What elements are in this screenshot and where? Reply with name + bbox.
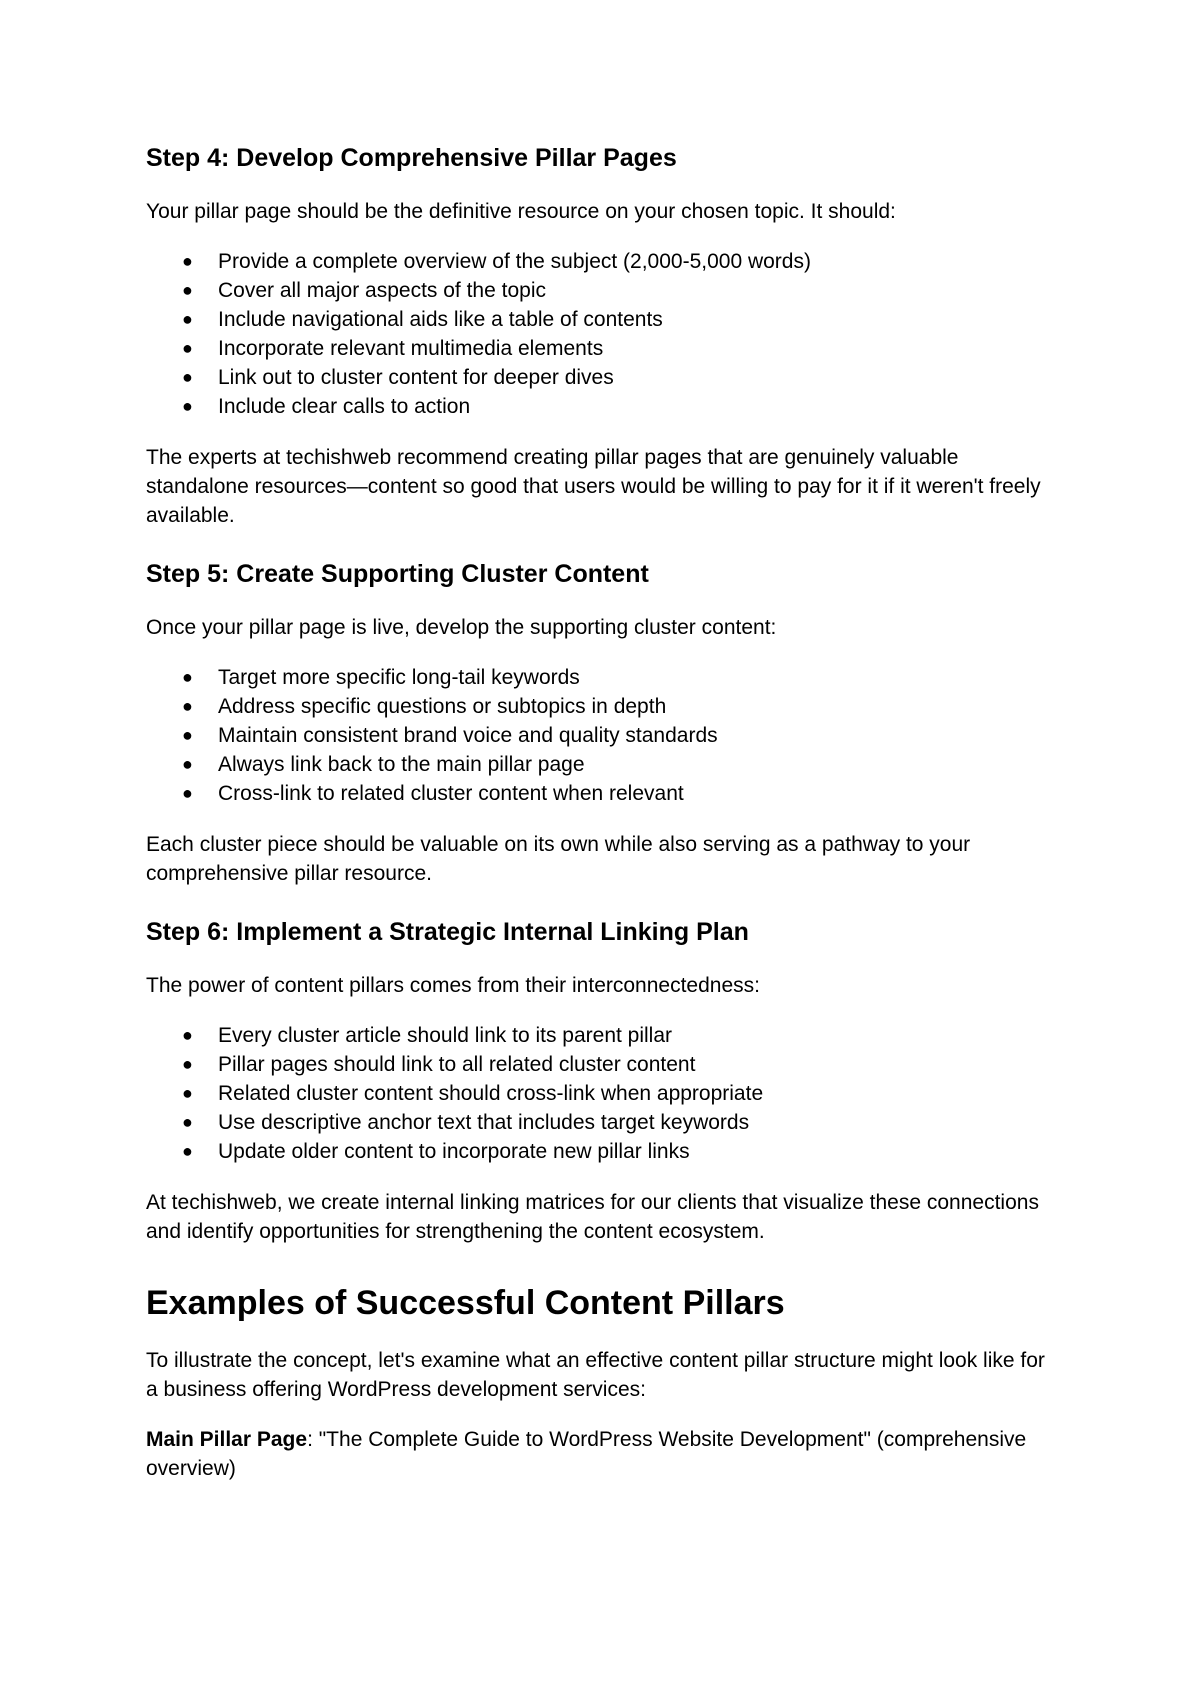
step-6-heading: Step 6: Implement a Strategic Internal Linking Plan [146, 918, 749, 946]
bullet-icon: ● [182, 280, 193, 300]
list-item: ● Pillar pages should link to all related cluster content [146, 1050, 1046, 1079]
list-item: ● Cross-link to related cluster content when relevant [146, 779, 1046, 808]
bullet-icon: ● [182, 1083, 193, 1103]
step-4-intro: Your pillar page should be the definitive resource on your chosen topic. It should: [146, 200, 896, 223]
main-pillar-paragraph [146, 1425, 1046, 1483]
list-item: ● Always link back to the main pillar page [146, 750, 1046, 779]
bullet-icon: ● [182, 1112, 193, 1132]
list-item: ● Include navigational aids like a table of contents [146, 305, 1046, 334]
bullet-icon: ● [182, 783, 193, 803]
list-item: ● Link out to cluster content for deeper dives [146, 363, 1046, 392]
main-pillar-label: Main Pillar Page [146, 1428, 308, 1451]
step-5-heading: Step 5: Create Supporting Cluster Content [146, 560, 649, 588]
step-4-closing: The experts at techishweb recommend creating pillar pages that are genuinely valuable standalone resources—content so good that users would be willing to pay for it if it weren't freely available. [146, 446, 1041, 527]
step-6-closing: At techishweb, we create internal linking matrices for our clients that visualize these connections and identify opportunities for strengthening the content ecosystem. [146, 1191, 1039, 1243]
bullet-icon: ● [182, 251, 193, 271]
list-item: ● Address specific questions or subtopics in depth [146, 692, 1046, 721]
main-pillar-text: : "The Complete Guide to WordPress Website Development" (comprehensive overview) [146, 1428, 1027, 1480]
bullet-icon: ● [182, 1141, 193, 1161]
bullet-icon: ● [182, 338, 193, 358]
bullet-icon: ● [182, 696, 193, 716]
bullet-icon: ● [182, 1025, 193, 1045]
step-6-intro: The power of content pillars comes from their interconnectedness: [146, 974, 760, 997]
bullet-icon: ● [182, 309, 193, 329]
bullet-icon: ● [182, 754, 193, 774]
step-4-bullet-list [146, 247, 1046, 421]
bullet-icon: ● [182, 1054, 193, 1074]
list-item: ● Update older content to incorporate new pillar links [146, 1137, 1046, 1166]
list-item: ● Every cluster article should link to its parent pillar [146, 1021, 1046, 1050]
list-item: ● Use descriptive anchor text that includes target keywords [146, 1108, 1046, 1137]
examples-heading: Examples of Successful Content Pillars [146, 1284, 785, 1322]
bullet-icon: ● [182, 396, 193, 416]
bullet-icon: ● [182, 367, 193, 387]
list-item: ● Incorporate relevant multimedia elements [146, 334, 1046, 363]
bullet-icon: ● [182, 667, 193, 687]
list-item: ● Include clear calls to action [146, 392, 1046, 421]
step-6-bullet-list [146, 1021, 1046, 1166]
list-item: ● Related cluster content should cross-link when appropriate [146, 1079, 1046, 1108]
bullet-icon: ● [182, 725, 193, 745]
examples-intro: To illustrate the concept, let's examine what an effective content pillar structure might look like for a business offering WordPress development services: [146, 1349, 1045, 1401]
list-item: ● Maintain consistent brand voice and quality standards [146, 721, 1046, 750]
list-item: ● Provide a complete overview of the subject (2,000-5,000 words) [146, 247, 1046, 276]
list-item: ● Target more specific long-tail keywords [146, 663, 1046, 692]
document-content [146, 142, 1046, 1483]
step-4-heading: Step 4: Develop Comprehensive Pillar Pages [146, 144, 677, 172]
step-5-bullet-list [146, 663, 1046, 808]
step-5-closing: Each cluster piece should be valuable on its own while also serving as a pathway to your comprehensive pillar resource. [146, 833, 971, 885]
step-5-intro: Once your pillar page is live, develop the supporting cluster content: [146, 616, 777, 639]
list-item: ● Cover all major aspects of the topic [146, 276, 1046, 305]
